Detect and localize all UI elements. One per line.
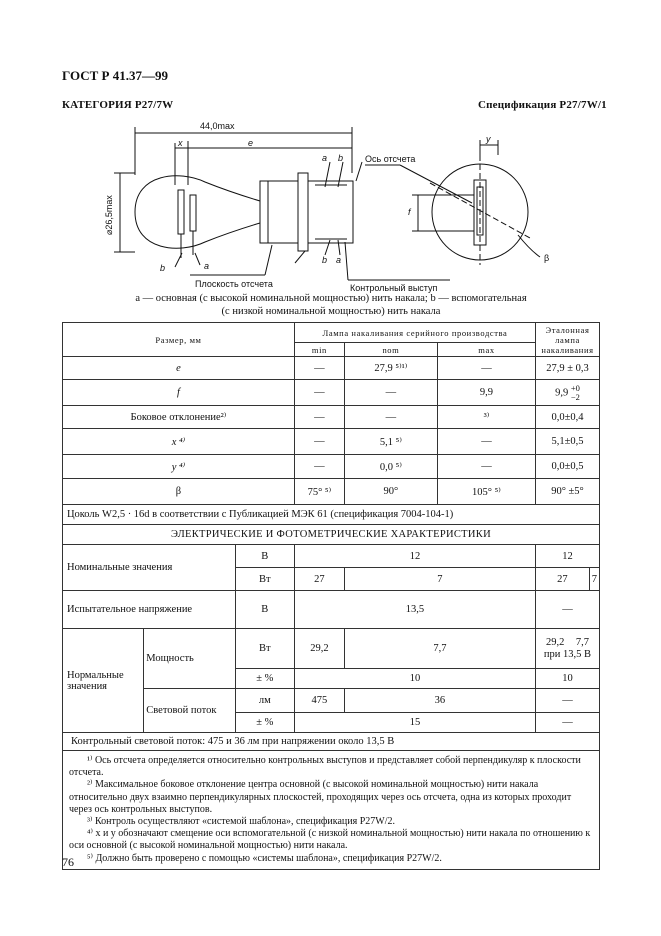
control-flux: Контрольный световой поток: 475 и 36 лм при напряжении около 13,5 В <box>63 733 600 751</box>
beta-label: β <box>544 253 550 263</box>
table-row <box>63 380 600 406</box>
cell-max: — <box>437 455 535 479</box>
footnote-5: ⁵⁾ Должно быть проверено с помощью «системы шаблона», спецификация P27W/2. <box>87 852 442 864</box>
flux-value-1: 475 <box>294 689 344 713</box>
label-b-top: b <box>338 153 344 163</box>
specification-title: Спецификация P27/7W/1 <box>478 99 607 111</box>
cell-min: 75° ⁵⁾ <box>294 479 344 505</box>
nominal-power-2-standard: 7 <box>589 568 599 591</box>
cell-nom: — <box>344 406 437 429</box>
cell-nom: — <box>344 380 437 406</box>
row-label: x ⁴⁾ <box>63 429 295 455</box>
nominal-voltage: 12 <box>294 545 535 568</box>
cell-standard: 0,0±0,5 <box>535 455 599 479</box>
power-standard-2: 7,7 <box>575 636 589 648</box>
cell-max: ³⁾ <box>437 406 535 429</box>
power-standard-note: при 13,5 В <box>543 648 592 660</box>
label-a-bottom: a <box>336 255 342 265</box>
head-nom: nom <box>344 343 437 357</box>
cell-max: 105° ⁵⁾ <box>437 479 535 505</box>
caption-line-1: a — основная (с высокой номинальной мощностью) нить накала; b — вспомогательная <box>135 293 527 304</box>
unit-pct: ± % <box>235 669 294 689</box>
table-row <box>63 455 600 479</box>
head-max: max <box>437 343 535 357</box>
label-a-top: a <box>322 153 328 163</box>
cell-max: 9,9 <box>437 380 535 406</box>
row-label: e <box>63 357 295 380</box>
lamp-category: КАТЕГОРИЯ P27/7W <box>62 99 174 111</box>
nominal-power-1-standard: 27 <box>535 568 589 591</box>
row-label: y ⁴⁾ <box>63 455 295 479</box>
figure-caption <box>62 292 600 318</box>
flux-label: Световой поток <box>144 689 235 733</box>
control-boss-label: Контрольный выступ <box>350 283 438 293</box>
label-b-bulb: b <box>160 263 166 273</box>
dim-x-label: x <box>178 138 183 148</box>
table-row <box>63 406 600 429</box>
lamp-drawing <box>100 115 570 295</box>
cell-min: — <box>294 406 344 429</box>
head-production: Лампа накаливания серийного производства <box>294 323 535 343</box>
f-tolerance-minus: −2 <box>570 391 580 402</box>
spec-table <box>62 322 600 870</box>
unit-pct: ± % <box>235 713 294 733</box>
power-tolerance: 10 <box>294 669 535 689</box>
unit-lm: лм <box>235 689 294 713</box>
head-standard: Эталонная лампа накаливания <box>535 323 599 357</box>
page-number: 76 <box>62 855 74 869</box>
power-value-1: 29,2 <box>294 629 344 669</box>
unit-w: Вт <box>235 568 294 591</box>
cell-standard: 27,9 ± 0,3 <box>535 357 599 380</box>
power-value-2: 7,7 <box>344 629 535 669</box>
dim-e-label: e <box>248 138 254 148</box>
cell-standard: 0,0±0,4 <box>535 406 599 429</box>
cell-min: — <box>294 357 344 380</box>
cell-nom: 27,9 ⁵⁾¹⁾ <box>344 357 437 380</box>
section-title: ЭЛЕКТРИЧЕСКИЕ И ФОТОМЕТРИЧЕСКИЕ ХАРАКТЕРИСТИКИ <box>63 525 600 545</box>
footnote-1: ¹⁾ Ось отсчета определяется относительно контрольных выступов и представляет собой перпендикуляр к плоскости отсчета. <box>69 755 581 779</box>
cell-standard: 90° ±5° <box>535 479 599 505</box>
f-standard-value: 9,9 <box>555 386 569 398</box>
nominal-label: Номинальные значения <box>63 545 236 591</box>
reference-plane-label: Плоскость отсчета <box>195 279 273 289</box>
row-label: f <box>63 380 295 406</box>
nominal-power-1: 27 <box>294 568 344 591</box>
power-standard <box>535 629 599 669</box>
nominal-power-2: 7 <box>344 568 535 591</box>
head-min: min <box>294 343 344 357</box>
flux-tolerance: 15 <box>294 713 535 733</box>
dim-f-label: f <box>408 207 411 217</box>
dim-overall-label: 44,0max <box>200 121 235 131</box>
cell-max: — <box>437 357 535 380</box>
flux-standard: — <box>535 689 599 713</box>
table-row <box>63 357 600 380</box>
cell-min: — <box>294 429 344 455</box>
reference-axis-label: Ось отсчета <box>365 154 416 164</box>
table-row <box>63 429 600 455</box>
power-tolerance-standard: 10 <box>535 669 599 689</box>
test-voltage-standard: — <box>535 591 599 629</box>
label-a-bulb: a <box>204 261 210 271</box>
row-label: β <box>63 479 295 505</box>
footnotes <box>63 751 600 870</box>
power-standard-1: 29,2 <box>545 636 565 648</box>
caption-line-2: (с низкой номинальной мощностью) нить накала <box>221 306 441 317</box>
cell-nom: 5,1 ⁵⁾ <box>344 429 437 455</box>
test-voltage-value: 13,5 <box>294 591 535 629</box>
dim-y-label: y <box>486 134 491 144</box>
head-dimension: Размер, мм <box>63 323 295 357</box>
unit-v: В <box>235 591 294 629</box>
cell-nom: 0,0 ⁵⁾ <box>344 455 437 479</box>
cell-min: — <box>294 380 344 406</box>
nominal-voltage-standard: 12 <box>535 545 599 568</box>
cell-nom: 90° <box>344 479 437 505</box>
row-label: Боковое отклонение²⁾ <box>63 406 295 429</box>
flux-value-2: 36 <box>344 689 535 713</box>
unit-w: Вт <box>235 629 294 669</box>
normal-label: Нормальные значения <box>63 629 144 733</box>
cell-min: — <box>294 455 344 479</box>
cell-max: — <box>437 429 535 455</box>
table-row <box>63 479 600 505</box>
dim-diameter-label: ⌀26,5max <box>104 195 114 235</box>
base-note: Цоколь W2,5 · 16d в соответствии с Публикацией МЭК 61 (спецификация 7004-104-1) <box>63 505 600 525</box>
flux-tolerance-standard: — <box>535 713 599 733</box>
power-label: Мощность <box>144 629 235 689</box>
label-b-bottom: b <box>322 255 328 265</box>
footnote-2: ²⁾ Максимальное боковое отклонение центра основной (с высокой номинальной мощностью) нити накала относительно двух взаимно перпендикулярных плоскостей, проходящих через ось отсчета, одна из которых проходит через ось контрольных выступов. <box>69 779 572 815</box>
unit-v: В <box>235 545 294 568</box>
document-code: ГОСТ Р 41.37—99 <box>62 68 168 83</box>
cell-standard <box>535 380 599 406</box>
footnote-3: ³⁾ Контроль осуществляют «системой шаблона», спецификация P27W/2. <box>87 816 395 828</box>
footnote-4: ⁴⁾ x и y обозначают смещение оси вспомогательной (с низкой номинальной мощностью) нити накала по отношению к оси основной (с высокой номинальной мощностью) нити накала. <box>69 828 591 852</box>
f-tolerance-plus: +0 <box>570 382 580 393</box>
test-voltage-label: Испытательное напряжение <box>63 591 236 629</box>
cell-standard: 5,1±0,5 <box>535 429 599 455</box>
